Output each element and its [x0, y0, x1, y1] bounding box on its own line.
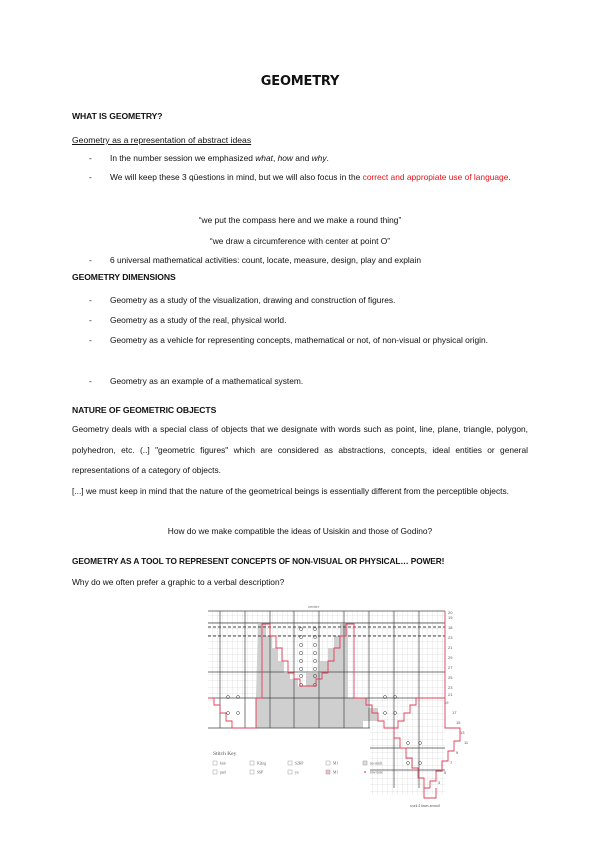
bullet-item: [89, 371, 528, 392]
page-title: GEOMETRY: [260, 74, 340, 89]
row-number: 20: [448, 610, 453, 615]
paragraph-geometric-figures: Geometry deals with a special class of objects that we designate with words such as point, line, plane, triangle, polygon, polyhedron, etc. (..] "geometric figures" which are considered as abstractions, concepts, ideal entities or general representations of a category of objects.: [72, 424, 528, 475]
bullet-text-prefix: In the number session we emphasized: [110, 153, 256, 163]
row-number: 13: [460, 730, 465, 735]
emphasis-what: what: [255, 153, 273, 163]
chart-bottom-label: work 4 times around: [410, 804, 440, 808]
row-number: 23: [448, 685, 453, 690]
key-item: no stitch: [370, 761, 383, 766]
row-number: 3: [438, 780, 441, 785]
quote-circumference: “we draw a circumference with center at point O”: [209, 236, 391, 246]
bullet-suffix: .: [326, 153, 329, 163]
bullet-dash: -: [89, 255, 92, 265]
paragraph-geometrical-beings: [...] we must keep in mind that the nature of the geometrical beings is essentially different from the perceptible objects.: [72, 486, 509, 496]
bullet-dash: -: [89, 335, 92, 345]
key-item: yo: [295, 770, 299, 775]
key-item: row note: [370, 770, 383, 775]
bullet-text: [110, 148, 528, 169]
key-item: SSP: [257, 770, 263, 775]
chart-top-label: center: [308, 604, 320, 609]
bullet-text: 6 universal mathematical activities: count, locate, measure, design, play and explain: [110, 255, 421, 265]
highlighted-text: correct and appropiate use of language: [362, 172, 509, 182]
row-number: 19: [448, 615, 453, 620]
separator: ,: [272, 153, 278, 163]
bullet-text: [110, 167, 528, 188]
section-heading-geometry-as-tool: GEOMETRY AS A TOOL TO REPRESENT CONCEPTS OF NON-VISUAL OR PHYSICAL… POWER!: [72, 556, 445, 566]
key-item: S2KP: [295, 761, 304, 766]
bullet-text: Geometry as a vehicle for representing concepts, mathematical or not, of non-visual or physical origin.: [110, 335, 488, 345]
subheading-abstract-ideas: Geometry as a representation of abstract ideas: [72, 135, 252, 145]
bullet-text-main: We will keep these 3 qüestions in mind, but we will also focus in the: [110, 172, 363, 182]
row-number: 21: [448, 645, 453, 650]
bullet-dash: -: [89, 295, 92, 305]
row-number: 17: [452, 710, 457, 715]
bullet-suffix: .: [508, 172, 511, 182]
key-item: M1: [333, 761, 338, 766]
bullet-text: Geometry as a study of the visualization, drawing and construction of figures.: [110, 295, 396, 305]
bullet-dash: -: [89, 153, 92, 163]
section-heading-geometry-dimensions: GEOMETRY DIMENSIONS: [72, 272, 176, 282]
bullet-text: Geometry as an example of a mathematical system.: [110, 376, 304, 386]
separator: and: [292, 153, 312, 163]
key-item: purl: [220, 770, 226, 775]
key-item: knit: [220, 761, 226, 766]
key-item: K2tog: [257, 761, 266, 766]
key-item: M1: [333, 770, 338, 775]
bullet-item: [89, 290, 528, 311]
row-number: 23: [448, 635, 453, 640]
bullet-item: [89, 330, 528, 351]
section-heading-nature-of-geometric-objects: NATURE OF GEOMETRIC OBJECTS: [72, 405, 217, 415]
row-number: 19: [444, 700, 449, 705]
row-number: 21: [448, 692, 453, 697]
row-number: 7: [450, 760, 453, 765]
row-number: 9: [456, 750, 459, 755]
bullet-item: [89, 250, 528, 271]
question-graphic-vs-verbal: Why do we often prefer a graphic to a verbal description?: [72, 577, 285, 587]
knitting-chart-figure: [198, 603, 478, 838]
question-usiskin-godino: How do we make compatible the ideas of Usiskin and those of Godino?: [167, 526, 433, 536]
row-number: 27: [448, 665, 453, 670]
row-number: 29: [448, 655, 453, 660]
quote-compass: “we put the compass here and we make a round thing”: [198, 215, 402, 225]
bullet-dash: -: [89, 315, 92, 325]
bullet-dash: -: [89, 172, 92, 182]
row-number: 18: [448, 625, 453, 630]
section-heading-what-is-geometry: WHAT IS GEOMETRY?: [72, 111, 163, 121]
bullet-item: [89, 148, 528, 169]
bullet-dash: -: [89, 376, 92, 386]
row-number: 5: [444, 770, 447, 775]
row-number: 15: [456, 720, 461, 725]
knitting-chart-image: [198, 603, 478, 838]
row-number: 25: [448, 675, 453, 680]
emphasis-how: how: [277, 153, 293, 163]
bullet-text: Geometry as a study of the real, physical world.: [110, 315, 287, 325]
emphasis-why: why: [311, 153, 327, 163]
bullet-item: [89, 167, 528, 188]
bullet-item: [89, 310, 528, 331]
stitch-key-title: Stitch Key: [213, 751, 237, 757]
row-number: 11: [464, 740, 469, 745]
